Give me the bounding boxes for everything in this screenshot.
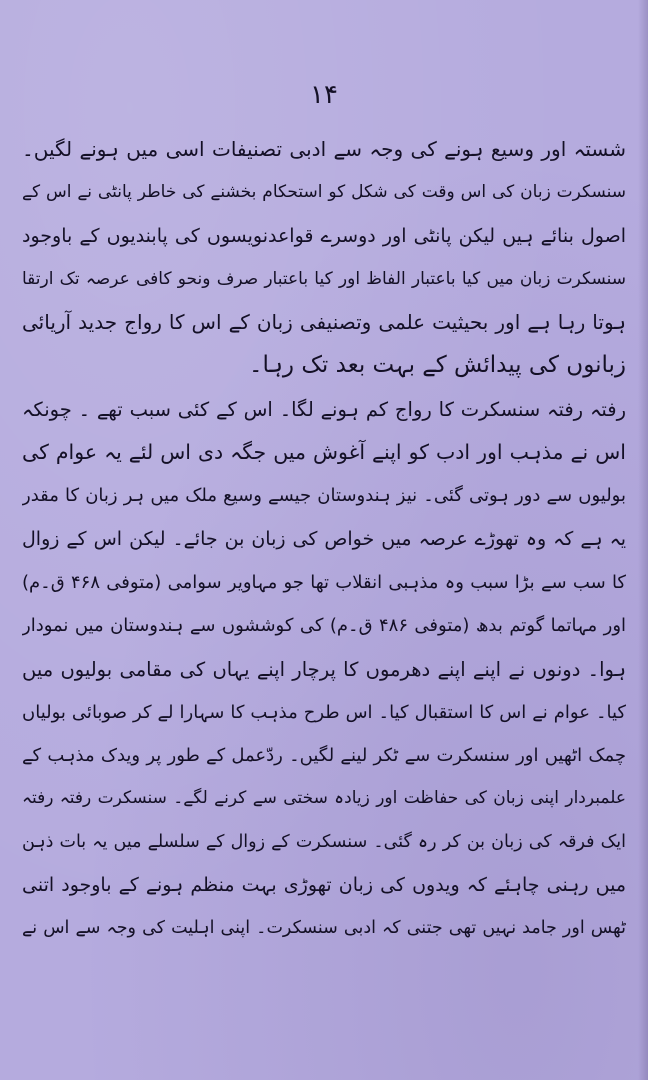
page-edge-shadow [638,0,648,1080]
text-line: ٹھس اور جامد نہیں تھی جتنی کہ ادبی سنسکرت۔ اپنی اہلیت کی وجہ سے اس نے [22,918,626,939]
text-line: ایک فرقہ کی زبان بن کر رہ گئی۔ سنسکرت کے زوال کے سلسلے میں یہ بات ذہن [22,831,626,852]
text-line: بولیوں سے دور ہوتی گئی۔ نیز ہندوستان جیسے وسیع ملک میں ہر زبان کا مقدر [22,485,626,507]
text-line: اصول بنائے ہیں لیکن پانٹی اور دوسرے قواعدنویسوں کی پابندیوں کے باوجود [22,224,626,247]
text-line: یہ ہے کہ وہ تھوڑے عرصہ میں خواص کی زبان بن جائے۔ لیکن اس کے زوال [22,527,626,550]
text-line: ہوتا رہا ہے اور بحیثیت علمی وتصنیفی زبان کے اس کا رواج جدید آریائی [22,310,626,335]
page-number: ۱۴ [310,80,338,110]
text-line: اور مہاتما گوتم بدھ (متوفی ۴۸۶ ق۔م) کی کوششوں سے ہندوستان میں نمودار [22,615,626,637]
text-line: ہوا۔ دونوں نے اپنے اپنے دھرموں کا پرچار اپنے یہاں کی مقامی بولیوں میں [22,657,626,681]
text-line: شستہ اور وسیع ہونے کی وجہ سے ادبی تصنیفات اسی میں ہونے لگیں۔ [22,137,626,161]
text-line: سنسکرت زبان کی اس وقت کی شکل کو استحکام بخشنے کی خاطر پانٹی نے اس کے [22,182,626,203]
text-line: علمبردار اپنی زبان کی حفاظت اور زیادہ سختی سے کرنے لگے۔ سنسکرت رفتہ رفتہ [22,788,626,809]
text-line: کیا۔ عوام نے اس کا استقبال کیا۔ اس طرح مذہب کا سہارا لے کر صوبائی بولیاں [22,701,626,723]
text-line: اس نے مذہب اور ادب کو اپنے آغوش میں جگہ دی اس لئے یہ عوام کی [22,440,626,465]
text-line: زبانوں کی پیدائش کے بہت بعد تک رہا۔ [248,352,626,379]
text-line: چمک اٹھیں اور سنسکرت سے ٹکر لینے لگیں۔ ردّعمل کے طور پر ویدک مذہب کے [22,745,626,767]
text-line: رفتہ رفتہ سنسکرت کا رواج کم ہونے لگا۔ اس کے کئی سبب تھے ۔ چونکہ [22,397,626,421]
text-line: کا سب سے بڑا سبب وہ مذہبی انقلاب تھا جو مہاویر سوامی (متوفی ۴۶۸ ق۔م) [22,571,626,593]
body-text [22,128,626,951]
text-line: میں رہنی چاہئے کہ ویدوں کی زبان تھوڑی بہت منظم ہونے کے باوجود اتنی [22,874,626,897]
text-line: سنسکرت زبان میں کیا باعتبار الفاظ اور کیا باعتبار صرف ونحو کافی عرصہ تک ارتقا [22,268,626,289]
